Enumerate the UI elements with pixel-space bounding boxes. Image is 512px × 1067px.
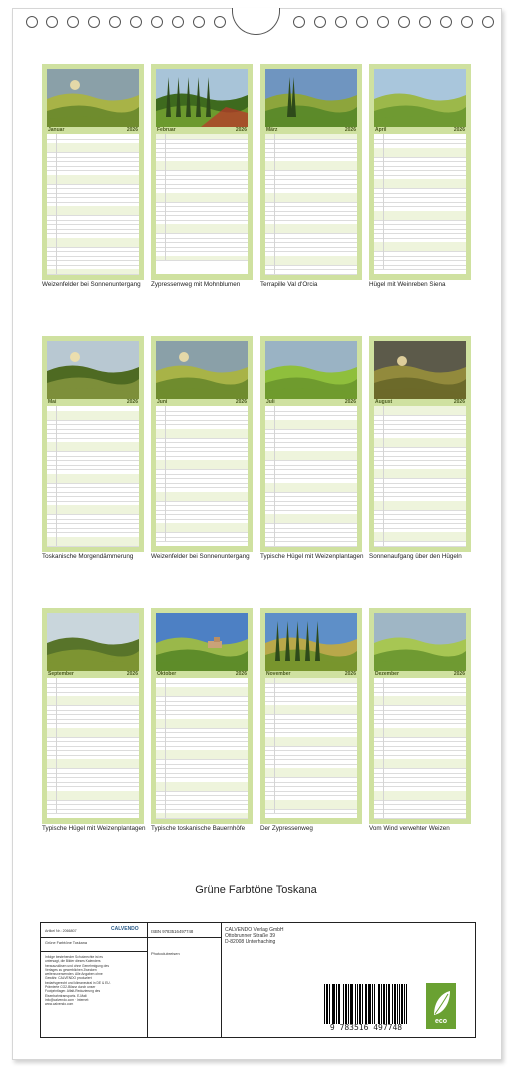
binding-hole xyxy=(214,16,226,28)
info-column-left xyxy=(41,923,148,1037)
barcode-bar xyxy=(389,984,390,1024)
barcode-bar xyxy=(397,984,398,1024)
binding-hole xyxy=(356,16,368,28)
barcode-bar xyxy=(379,984,380,1024)
month-panel-oktober xyxy=(151,608,253,824)
month-name: November xyxy=(266,671,291,677)
day-grid xyxy=(374,678,466,818)
article-number: Artikel Nr.: 2066807 xyxy=(45,929,77,933)
barcode-bar xyxy=(370,984,371,1024)
month-caption: Zypressenweg mit Mohnblumen xyxy=(151,281,241,288)
month-name: Februar xyxy=(157,127,176,133)
month-name: März xyxy=(266,127,278,133)
month-year: 2026 xyxy=(235,671,247,677)
month-header xyxy=(374,127,466,133)
barcode-bar xyxy=(402,984,403,1024)
day-grid xyxy=(47,134,139,274)
month-name: August xyxy=(375,399,393,405)
month-caption: Typische Hügel mit Weizenplantagen xyxy=(42,825,146,832)
binding-hole xyxy=(377,16,389,28)
month-name: Mai xyxy=(48,399,57,405)
month-header xyxy=(47,127,139,133)
month-caption: Typische Hügel mit Weizenplantagen xyxy=(260,553,364,560)
barcode-bar xyxy=(395,984,396,1024)
barcode-bar xyxy=(352,984,353,1024)
day-row xyxy=(156,537,248,543)
month-year: 2026 xyxy=(453,671,465,677)
barcode-bar xyxy=(399,984,400,1024)
barcode-bar xyxy=(404,984,405,1024)
month-caption: Weizenfelder bei Sonnenuntergang xyxy=(42,281,141,288)
day-row xyxy=(265,809,357,815)
binding-hole xyxy=(293,16,305,28)
month-caption: Terrapille Val d'Orcia xyxy=(260,281,318,288)
month-photo xyxy=(47,613,139,671)
month-year: 2026 xyxy=(344,127,356,133)
month-panel-september xyxy=(42,608,144,824)
month-name: Dezember xyxy=(375,671,399,677)
barcode-bar xyxy=(362,984,363,1024)
day-grid xyxy=(47,678,139,818)
barcode-bar xyxy=(324,984,325,1024)
day-grid xyxy=(156,406,248,546)
day-grid xyxy=(156,678,248,818)
month-photo xyxy=(374,341,466,399)
barcode-bar xyxy=(360,984,361,1024)
month-panel-juni xyxy=(151,336,253,552)
binding-hole xyxy=(335,16,347,28)
month-name: Juli xyxy=(266,399,275,405)
month-photo xyxy=(265,69,357,127)
month-year: 2026 xyxy=(453,399,465,405)
publisher-address: CALVENDO Verlag GmbH Ottobrunner Straße 39 D-82008 Unterhaching xyxy=(225,927,284,946)
month-panel-april xyxy=(369,64,471,280)
month-year: 2026 xyxy=(126,399,138,405)
month-header xyxy=(47,671,139,677)
month-caption: Toskanische Morgendämmerung xyxy=(42,553,134,560)
month-photo xyxy=(156,69,248,127)
photographer: Photoclubreisen xyxy=(151,951,180,956)
barcode-bar xyxy=(372,984,373,1024)
month-year: 2026 xyxy=(344,671,356,677)
isbn: ISBN 9783516497748 xyxy=(151,929,194,934)
calvendo-logo: CALVENDO xyxy=(111,926,139,932)
month-panel-august xyxy=(369,336,471,552)
month-header xyxy=(156,671,248,677)
binding-hole xyxy=(88,16,100,28)
month-year: 2026 xyxy=(235,127,247,133)
barcode-bar xyxy=(339,984,340,1024)
month-caption: Hügel mit Weinreben Siena xyxy=(369,281,446,288)
month-name: Oktober xyxy=(157,671,177,677)
binding-hole xyxy=(461,16,473,28)
barcode-bar xyxy=(374,984,375,1024)
barcode xyxy=(320,984,412,1032)
month-name: Juni xyxy=(157,399,168,405)
day-grid xyxy=(374,406,466,546)
binding-hole xyxy=(109,16,121,28)
month-name: Januar xyxy=(48,127,65,133)
barcode-bar xyxy=(381,984,382,1024)
month-caption: Weizenfelder bei Sonnenuntergang xyxy=(151,553,250,560)
day-row xyxy=(374,265,466,271)
month-header xyxy=(265,127,357,133)
binding-hole xyxy=(314,16,326,28)
binding-hole xyxy=(482,16,494,28)
day-row xyxy=(374,813,466,819)
month-header xyxy=(374,399,466,405)
binding-hole xyxy=(440,16,452,28)
month-photo xyxy=(265,341,357,399)
binding-hole xyxy=(67,16,79,28)
month-photo xyxy=(47,341,139,399)
month-caption: Vom Wind verwehter Weizen xyxy=(369,825,450,832)
day-grid xyxy=(265,134,357,274)
binding-hole xyxy=(130,16,142,28)
product-title: Grüne Farbtöne Toskana xyxy=(45,941,87,945)
day-grid xyxy=(47,406,139,546)
month-caption: Typische toskanische Bauernhöfe xyxy=(151,825,246,832)
month-panel-dezember xyxy=(369,608,471,824)
month-header xyxy=(265,671,357,677)
month-header xyxy=(265,399,357,405)
month-photo xyxy=(47,69,139,127)
day-row xyxy=(156,813,248,819)
day-row xyxy=(265,541,357,547)
month-photo xyxy=(265,613,357,671)
barcode-bar xyxy=(406,984,407,1024)
barcode-bar xyxy=(384,984,385,1024)
barcode-bar xyxy=(355,984,356,1024)
eco-badge xyxy=(426,983,456,1029)
month-header xyxy=(374,671,466,677)
barcode-bar xyxy=(366,984,367,1024)
barcode-bar xyxy=(343,984,344,1024)
barcode-bar xyxy=(327,984,328,1024)
barcode-bar xyxy=(336,984,337,1024)
day-grid xyxy=(265,406,357,546)
day-row xyxy=(47,809,139,815)
day-row xyxy=(47,541,139,547)
binding-hole xyxy=(46,16,58,28)
month-header xyxy=(156,399,248,405)
month-panel-november xyxy=(260,608,362,824)
month-photo xyxy=(156,613,248,671)
month-photo xyxy=(374,69,466,127)
day-row xyxy=(47,269,139,275)
barcode-bar xyxy=(357,984,358,1024)
barcode-bar xyxy=(348,984,349,1024)
calendar-title: Grüne Farbtöne Toskana xyxy=(195,884,317,896)
month-panel-märz xyxy=(260,64,362,280)
day-row xyxy=(265,269,357,275)
day-row xyxy=(156,256,248,262)
month-panel-juli xyxy=(260,336,362,552)
barcode-bar xyxy=(386,984,387,1024)
month-year: 2026 xyxy=(126,671,138,677)
month-panel-februar xyxy=(151,64,253,280)
barcode-number: 9 783516 497748 xyxy=(329,1023,403,1032)
month-name: September xyxy=(48,671,74,677)
month-panel-januar xyxy=(42,64,144,280)
month-caption: Der Zypressenweg xyxy=(260,825,313,832)
day-row xyxy=(374,541,466,547)
binding-hole xyxy=(398,16,410,28)
barcode-bar xyxy=(334,984,335,1024)
month-name: April xyxy=(375,127,387,133)
month-year: 2026 xyxy=(344,399,356,405)
binding-hole xyxy=(151,16,163,28)
barcode-bar xyxy=(329,984,330,1024)
month-panel-mai xyxy=(42,336,144,552)
barcode-bar xyxy=(392,984,393,1024)
day-grid xyxy=(156,134,248,274)
month-header xyxy=(47,399,139,405)
barcode-bar xyxy=(346,984,347,1024)
legal-text: Infolge bestehender Schutzrechte ist es untersagt, die Bilder dieses Kalenders herauszulösen und ohne Genehmigung des Verlages zu gewerblichen Zwecken weiterzuverwenden. Alle Angaben ohne Gewähr. CALVENDO produziert bedarfsgerecht und klimaneutral in DE & EU. Prämierte CO2-Bilanz durch unser Footprintlager. Alfalt-Reduzierung des Eisenbahntransports. E-Mail: info@calvendo.com · Internet: www.calvendo.com xyxy=(45,955,111,1007)
month-header xyxy=(156,127,248,133)
binding-hole xyxy=(172,16,184,28)
binding-hole xyxy=(419,16,431,28)
binding-hole xyxy=(26,16,38,28)
eco-label: eco xyxy=(434,1018,448,1025)
month-year: 2026 xyxy=(453,127,465,133)
day-grid xyxy=(374,134,466,274)
month-photo xyxy=(156,341,248,399)
month-caption: Sonnenaufgang über den Hügeln xyxy=(369,553,462,560)
month-year: 2026 xyxy=(235,399,247,405)
month-photo xyxy=(374,613,466,671)
month-year: 2026 xyxy=(126,127,138,133)
binding-hole xyxy=(193,16,205,28)
day-grid xyxy=(265,678,357,818)
